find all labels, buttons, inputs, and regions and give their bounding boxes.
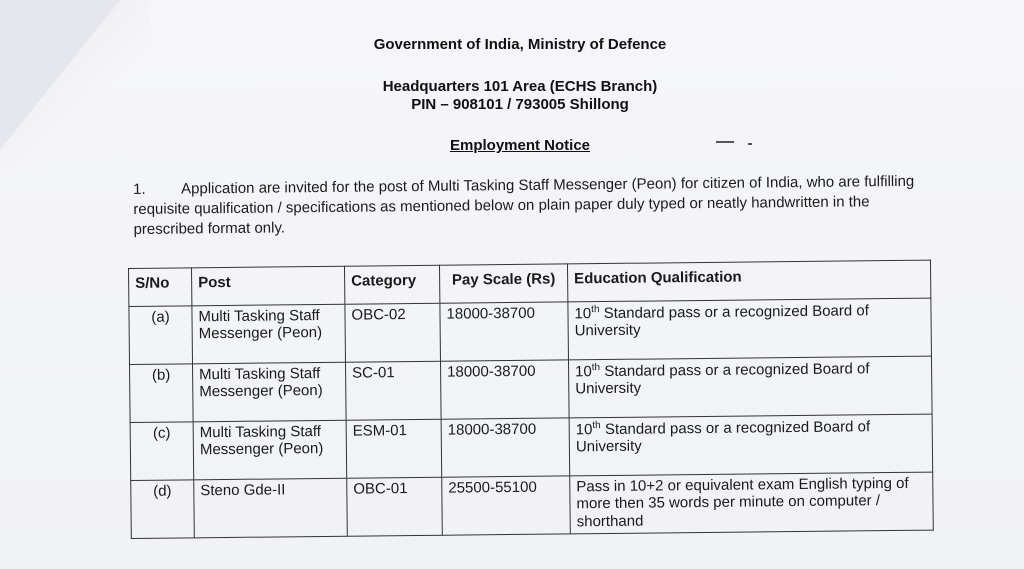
cell-pay: 18000-38700 xyxy=(440,302,569,361)
col-header-post: Post xyxy=(192,266,345,306)
pen-mark-dot xyxy=(748,143,752,145)
edu-sup: th xyxy=(591,362,601,374)
cell-education xyxy=(569,414,933,476)
edu-rest: Standard pass or a recognized Board of University xyxy=(575,360,870,398)
cell-category: SC-01 xyxy=(345,361,441,420)
col-header-category: Category xyxy=(344,265,439,304)
edu-sup: th xyxy=(591,304,600,316)
cell-post: Multi Tasking Staff Messenger (Peon) xyxy=(192,304,346,364)
ministry-heading: Government of India, Ministry of Defence xyxy=(373,36,667,53)
cell-category: OBC-02 xyxy=(345,303,441,362)
edu-prefix: 10 xyxy=(574,305,592,323)
edu-prefix: 10 xyxy=(575,421,593,439)
col-header-pay-scale: Pay Scale (Rs) xyxy=(439,264,567,303)
cell-pay: 18000-38700 xyxy=(441,418,570,477)
cell-education xyxy=(568,356,932,418)
table-row xyxy=(129,298,932,364)
col-header-education: Education Qualification xyxy=(567,260,930,302)
edu-sup: th xyxy=(592,420,601,432)
paragraph-number: 1. xyxy=(133,180,146,198)
edu-prefix: Pass in 10+2 or equivalent exam English typing of more then 35 words per minute on computer / shorthand xyxy=(576,474,909,531)
cell-education xyxy=(568,298,932,360)
edu-rest: Standard pass or a recognized Board of University xyxy=(574,302,869,340)
cell-sno: (c) xyxy=(130,422,194,481)
cell-category: OBC-01 xyxy=(347,477,443,536)
headquarters-heading: Headquarters 101 Area (ECHS Branch) xyxy=(382,78,658,95)
table-row xyxy=(130,414,933,480)
cell-post: Multi Tasking Staff Messenger (Peon) xyxy=(193,362,347,422)
cell-pay: 18000-38700 xyxy=(440,360,569,419)
notice-title: Employment Notice xyxy=(449,137,591,154)
edu-rest: Standard pass or a recognized Board of University xyxy=(575,418,871,456)
cell-pay: 25500-55100 xyxy=(442,476,571,535)
table-row xyxy=(130,356,933,422)
cell-sno: (d) xyxy=(131,480,195,539)
intro-paragraph xyxy=(133,172,924,240)
page-fold-corner xyxy=(0,0,120,150)
cell-post: Multi Tasking Staff Messenger (Peon) xyxy=(193,420,347,480)
vacancy-table xyxy=(128,260,934,539)
cell-sno: (b) xyxy=(130,364,194,423)
cell-post: Steno Gde-II xyxy=(194,478,348,538)
edu-prefix: 10 xyxy=(575,363,592,381)
table-row xyxy=(131,472,934,538)
cell-category: ESM-01 xyxy=(346,419,442,478)
cell-sno: (a) xyxy=(129,306,193,365)
paragraph-text: Application are invited for the post of Multi Tasking Staff Messenger (Peon) for citizen of India, who are fulfilling requisite qualification / specifications as mentioned below on plain paper duly typed or neatly handwritten in the prescribed format only. xyxy=(133,172,915,238)
pen-mark xyxy=(716,141,734,143)
pin-heading: PIN – 908101 / 793005 Shillong xyxy=(411,96,629,113)
cell-education xyxy=(570,472,934,534)
col-header-sno: S/No xyxy=(129,268,192,307)
